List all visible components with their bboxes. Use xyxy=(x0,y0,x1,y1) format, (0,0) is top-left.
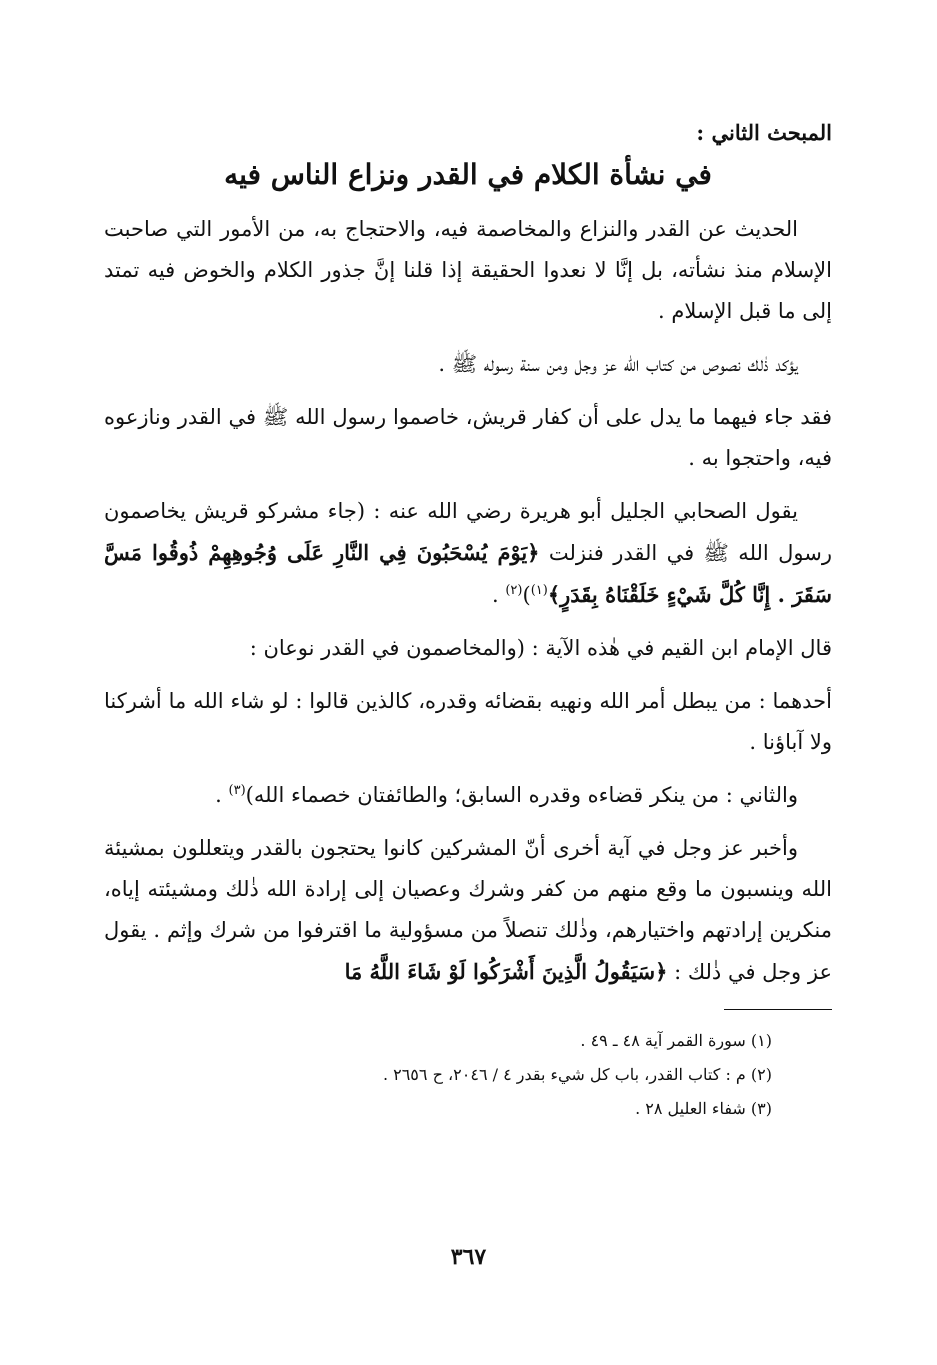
paragraph-7-end: . xyxy=(215,782,229,807)
paragraph-7 xyxy=(104,775,832,816)
footnotes xyxy=(104,1024,832,1126)
paragraph-8-text: وأخبر عز وجل في آية أخرى أنّ المشركين كانوا يحتجون بالقدر ويتعللون بمشيئة الله وينسبون ما وقع منهم من كفر وشرك وعصيان إلى إرادة الله ذٰلك ومشيئته إياه، منكرين إرادتهم واختيارهم، وذٰلك تنصلاً من مسؤولية ما اقترفوا من شرك وإثم . يقول عز وجل في ذٰلك : xyxy=(104,835,832,984)
paragraph-4 xyxy=(104,491,832,616)
paragraph-5: قال الإمام ابن القيم في هٰذه الآية : (والمخاصمون في القدر نوعان : xyxy=(249,635,832,660)
page-body xyxy=(104,118,832,1126)
paragraph-2: يؤكد ذٰلك نصوص من كتاب الله عز وجل ومن سنة رسوله ﷺ . xyxy=(438,351,798,376)
section-label: المبحث الثاني : xyxy=(696,120,832,145)
paragraph-4-end: . xyxy=(491,582,506,607)
page-number: ٣٦٧ xyxy=(450,1244,487,1270)
quran-verse-1: ﴿يَوْمَ يُسْحَبُونَ فِي النَّارِ عَلَى وُجُوهِهِمْ ذُوقُوا مَسَّ سَقَرَ . إِنَّا كُلَّ شَيْءٍ خَلَقْنَاهُ بِقَدَرٍ﴾ xyxy=(104,539,832,607)
quran-verse-2: ﴿سَيَقُولُ الَّذِينَ أَشْرَكُوا لَوْ شَاءَ اللَّهُ مَا xyxy=(344,958,668,984)
paragraph-1: الحديث عن القدر والنزاع والمخاصمة فيه، والاحتجاج به، من الأمور التي صاحبت الإسلام منذ نشأته، بل إنَّا لا نعدوا الحقيقة إذا قلنا إنَّ جذور الكلام والخوض فيه تمتد إلى ما قبل الإسلام . xyxy=(104,216,832,323)
footnote-divider xyxy=(724,1009,832,1010)
chapter-title: في نشأة الكلام في القدر ونزاع الناس فيه xyxy=(224,158,712,192)
footnote-3: (٣) شفاء العليل ٢٨ . xyxy=(635,1098,772,1118)
paragraph-8 xyxy=(104,828,832,993)
footnote-ref-3: (٣) xyxy=(228,782,246,798)
footnote-ref-2: (٢) xyxy=(505,582,523,598)
paragraph-6: أحدهما : من يبطل أمر الله ونهيه بقضائه وقدره، كالذين قالوا : لو شاء الله ما أشركنا ولا آباؤنا . xyxy=(104,688,832,754)
footnote-ref-1: (١) xyxy=(530,582,548,598)
paragraph-3: فقد جاء فيهما ما يدل على أن كفار قريش، خاصموا رسول الله ﷺ في القدر ونازعوه فيه، واحتجوا به . xyxy=(104,404,832,470)
paragraph-7-text: والثاني : من ينكر قضاءه وقدره السابق؛ والطائفتان خصماء الله) xyxy=(245,782,798,807)
footnote-1: (١) سورة القمر آية ٤٨ ـ ٤٩ . xyxy=(580,1030,772,1050)
footnote-2: (٢) م : كتاب القدر، باب كل شيء بقدر ٤ / ٢٠٤٦، ح ٢٦٥٦ . xyxy=(382,1064,772,1084)
closing-paren: ) xyxy=(522,582,531,607)
paragraph-4-text: يقول الصحابي الجليل أبو هريرة رضي الله عنه : (جاء مشركو قريش يخاصمون رسول الله ﷺ في القدر فنزلت xyxy=(104,498,832,565)
